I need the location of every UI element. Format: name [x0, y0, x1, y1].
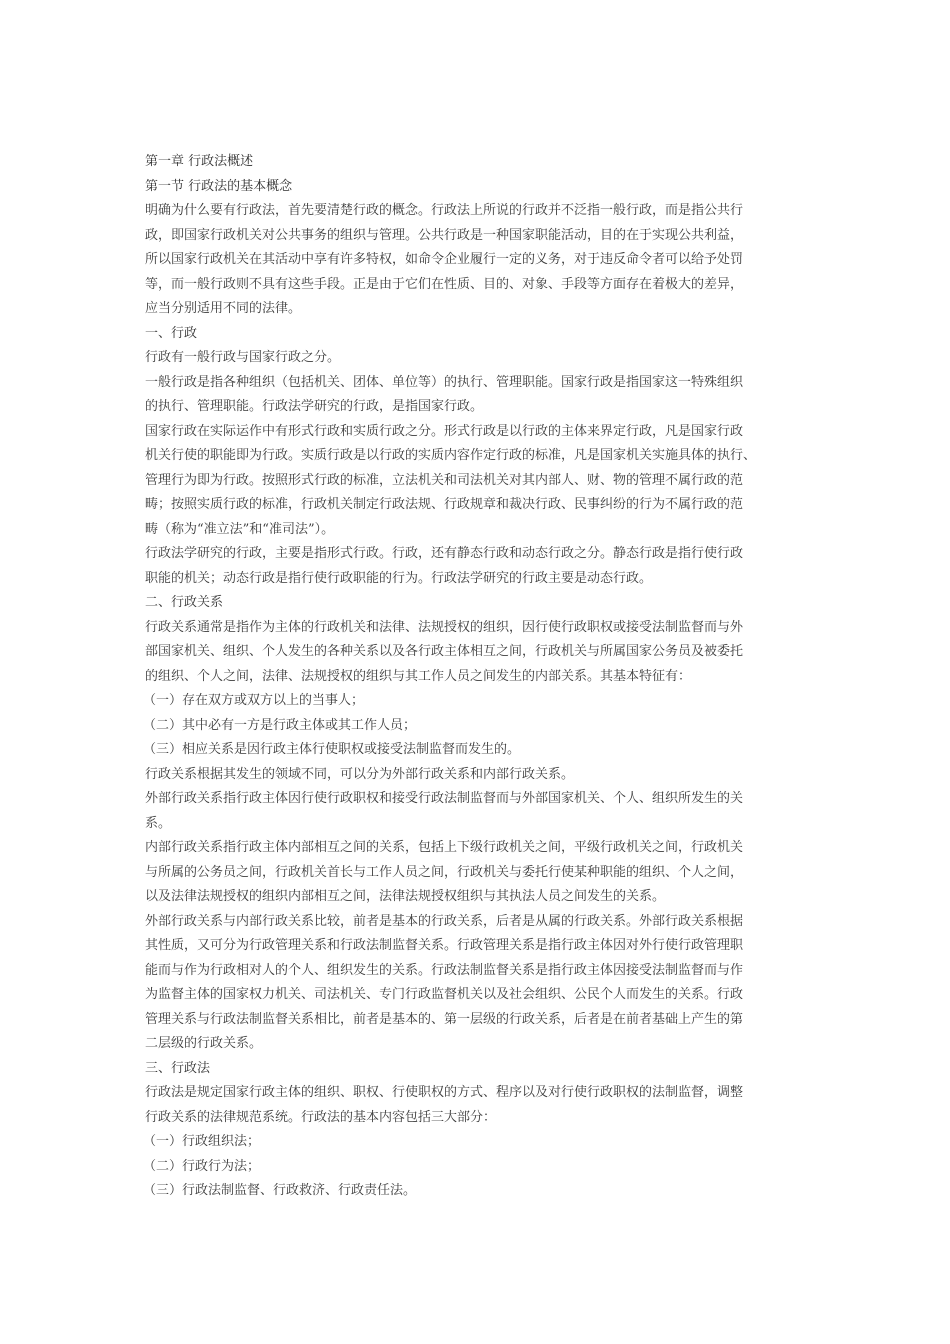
paragraph-line: 行政关系的法律规范系统。行政法的基本内容包括三大部分：	[145, 1109, 497, 1125]
paragraph-line: 为监督主体的国家权力机关、司法机关、专门行政监督机关以及社会组织、公民个人而发生的关系。行政	[145, 987, 744, 1002]
paragraph-line: 外部行政关系指行政主体因行使行政职权和接受行政法制监督而与外部国家机关、个人、组织所发生的关	[145, 791, 744, 806]
section-title: 第一节 行政法的基本概念	[145, 178, 293, 194]
paragraph-line: 行政法是规定国家行政主体的组织、职权、行使职权的方式、程序以及对行使行政职权的法制监督，调整	[145, 1085, 744, 1100]
paragraph-line: 管理关系与行政法制监督关系相比，前者是基本的、第一层级的行政关系，后者是在前者基础上产生的第	[145, 1011, 744, 1027]
paragraph-line: 等，而一般行政则不具有这些手段。正是由于它们在性质、目的、对象、手段等方面存在着极大的差异，	[145, 276, 744, 292]
paragraph-line: 外部行政关系与内部行政关系比较，前者是基本的行政关系，后者是从属的行政关系。外部行政关系根据	[145, 913, 744, 929]
paragraph-line: 行政法学研究的行政，主要是指形式行政。行政，还有静态行政和动态行政之分。静态行政是指行使行政	[145, 546, 744, 561]
paragraph-line: 其性质，又可分为行政管理关系和行政法制监督关系。行政管理关系是指行政主体因对外行使行政管理职	[145, 938, 744, 953]
list-item: （二）其中必有一方是行政主体或其工作人员；	[143, 717, 417, 733]
list-item: （一）行政组织法；	[143, 1134, 261, 1149]
paragraph-line: 明确为什么要有行政法，首先要清楚行政的概念。行政法上所说的行政并不泛指一般行政，而是指公共行	[145, 203, 744, 218]
part2-heading: 二、行政关系	[145, 595, 224, 610]
paragraph-line: 畴；按照实质行政的标准，行政机关制定行政法规、行政规章和裁决行政、民事纠纷的行为不属行政的范	[145, 497, 744, 512]
paragraph-line: 管理行为即为行政。按照形式行政的标准，立法机关和司法机关对其内部人、财、物的管理不属行政的范	[145, 472, 744, 488]
paragraph-line: 畴（称为“准立法”和“准司法”）。	[145, 521, 335, 537]
paragraph-line: 一般行政是指各种组织（包括机关、团体、单位等）的执行、管理职能。国家行政是指国家这一特殊组织	[145, 374, 744, 390]
paragraph-line: 国家行政在实际运作中有形式行政和实质行政之分。形式行政是以行政的主体来界定行政，凡是国家行政	[145, 423, 744, 439]
document-page	[145, 150, 817, 1204]
part1-heading: 一、行政	[145, 325, 198, 341]
paragraph-line: 政，即国家行政机关对公共事务的组织与管理。公共行政是一种国家职能活动，目的在于实现公共利益，	[145, 227, 744, 243]
list-item: （二）行政行为法；	[143, 1158, 261, 1174]
list-item: （一）存在双方或双方以上的当事人；	[143, 693, 365, 708]
paragraph-line: 二层级的行政关系。	[145, 1036, 263, 1051]
part3-heading: 三、行政法	[145, 1060, 211, 1076]
list-item: （三）相应关系是因行政主体行使职权或接受法制监督而发生的。	[143, 742, 521, 757]
paragraph-line: 职能的机关；动态行政是指行使行政职能的行为。行政法学研究的行政主要是动态行政。	[145, 570, 653, 586]
paragraph-line: 以及法律法规授权的组织内部相互之间，法律法规授权组织与其执法人员之间发生的关系。	[145, 889, 666, 904]
paragraph-line: 应当分别适用不同的法律。	[145, 301, 302, 316]
paragraph-line: 行政有一般行政与国家行政之分。	[145, 350, 341, 365]
paragraph-line: 部国家机关、组织、个人发生的各种关系以及各行政主体相互之间，行政机关与所属国家公务员及被委托	[145, 644, 744, 659]
paragraph-line: 所以国家行政机关在其活动中享有许多特权，如命令企业履行一定的义务，对于违反命令者可以给予处罚	[145, 252, 744, 267]
paragraph-line: 的执行、管理职能。行政法学研究的行政，是指国家行政。	[145, 399, 484, 414]
part2-section	[145, 591, 817, 1057]
part1-section	[145, 322, 817, 592]
part3-section	[145, 1057, 817, 1204]
paragraph-line: 的组织、个人之间，法律、法规授权的组织与其工作人员之间发生的内部关系。其基本特征有：	[145, 668, 692, 684]
paragraph-line: 与所属的公务员之间，行政机关首长与工作人员之间，行政机关与委托行使某种职能的组织、个人之间，	[145, 864, 744, 880]
paragraph-line: 机关行使的职能即为行政。实质行政是以行政的实质内容作定行政的标准，凡是国家机关实施具体的执行、	[145, 448, 757, 463]
intro-paragraph	[145, 199, 817, 322]
list-item: （三）行政法制监督、行政救济、行政责任法。	[143, 1183, 417, 1198]
chapter-title: 第一章 行政法概述	[145, 154, 254, 169]
paragraph-line: 内部行政关系指行政主体内部相互之间的关系，包括上下级行政机关之间，平级行政机关之间，行政机关	[145, 840, 744, 855]
paragraph-line: 行政关系根据其发生的领域不同，可以分为外部行政关系和内部行政关系。	[145, 766, 575, 782]
paragraph-line: 能而与作为行政相对人的个人、组织发生的关系。行政法制监督关系是指行政主体因接受法制监督而与作	[145, 962, 744, 978]
paragraph-line: 系。	[145, 815, 172, 831]
paragraph-line: 行政关系通常是指作为主体的行政机关和法律、法规授权的组织，因行使行政职权或接受法制监督而与外	[145, 619, 744, 635]
